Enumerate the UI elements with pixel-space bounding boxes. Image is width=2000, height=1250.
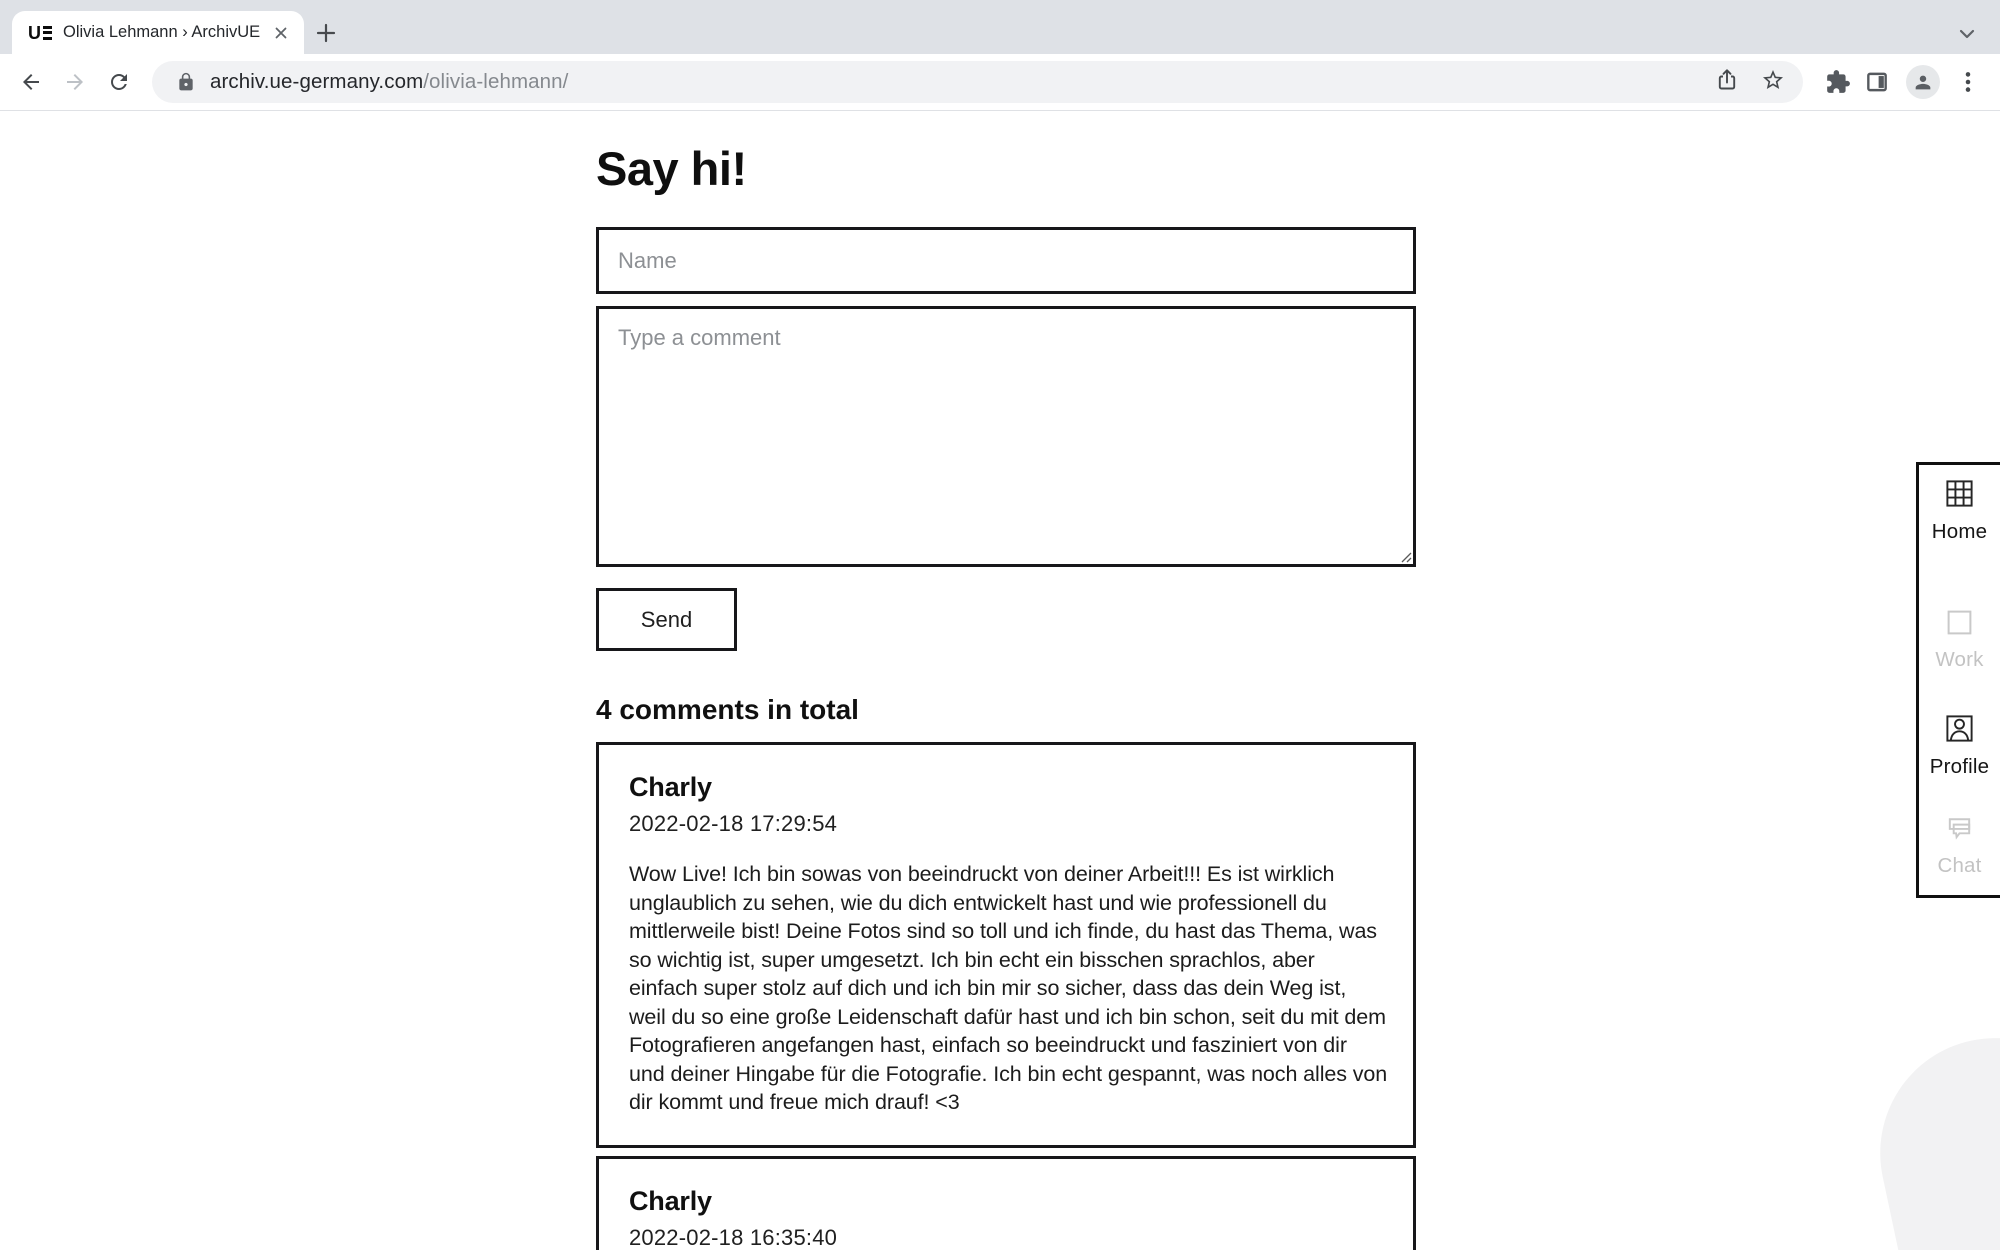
extensions-icon[interactable] <box>1825 69 1851 95</box>
bookmark-star-icon[interactable] <box>1761 68 1785 97</box>
comment-author: Charly <box>629 1186 712 1216</box>
share-icon[interactable] <box>1715 68 1739 97</box>
nav-label: Profile <box>1929 755 1990 778</box>
background-decoration <box>1859 1017 2000 1250</box>
nav-item-home[interactable] <box>1919 478 2000 544</box>
reload-icon[interactable] <box>107 70 131 94</box>
nav-item-work[interactable] <box>1919 608 2000 672</box>
tab-strip <box>0 0 2000 54</box>
lock-icon[interactable] <box>176 72 196 92</box>
chat-icon <box>1919 812 2000 848</box>
comments-count: 4 comments in total <box>596 694 859 725</box>
nav-label: Chat <box>1937 854 1982 877</box>
nav-label: Work <box>1935 648 1984 671</box>
comment-timestamp: 2022-02-18 16:35:40 <box>629 1225 838 1250</box>
archivue-favicon-icon: U <box>28 24 52 42</box>
nav-item-profile[interactable] <box>1919 713 2000 779</box>
url-bar[interactable] <box>152 61 1803 103</box>
tab-title: Olivia Lehmann › ArchivUE <box>63 23 261 41</box>
square-icon <box>1919 608 2000 642</box>
back-icon[interactable] <box>19 70 43 94</box>
browser-menu-icon[interactable] <box>1955 69 1981 95</box>
profile-avatar-icon[interactable] <box>1906 65 1940 99</box>
site-nav-rail <box>1916 462 2000 898</box>
page-title: Say hi! <box>596 142 747 195</box>
nav-item-chat[interactable] <box>1919 812 2000 878</box>
url-text <box>210 70 568 94</box>
name-input[interactable] <box>596 227 1416 294</box>
forward-icon[interactable] <box>63 70 87 94</box>
tab-search-chevron-icon[interactable] <box>1955 22 1979 46</box>
comment-author: Charly <box>629 772 712 802</box>
comment-card <box>596 1156 1416 1250</box>
side-panel-icon[interactable] <box>1864 69 1890 95</box>
tab-close-icon[interactable] <box>270 22 292 44</box>
url-domain: archiv.ue-germany.com <box>210 70 424 93</box>
comment-card <box>596 742 1416 1148</box>
comment-box <box>596 306 1416 567</box>
person-icon <box>1919 713 2000 749</box>
comment-timestamp: 2022-02-18 17:29:54 <box>629 811 838 836</box>
send-button[interactable]: Send <box>596 588 737 651</box>
comment-input[interactable] <box>596 306 1416 567</box>
grid-icon <box>1919 478 2000 514</box>
page-content <box>0 111 2000 1250</box>
nav-label: Home <box>1931 520 1988 543</box>
url-path: /olivia-lehmann/ <box>423 70 569 93</box>
comment-text: Wow Live! Ich bin sowas von beeindruckt von deiner Arbeit!!! Es ist wirklich unglaublich zu sehen, wie du dich entwickelt hast und wie professionell du mittlerweile bist! Deine Fotos sind so toll und ich finde, du hast das Thema, was so wichtig ist, super umgesetzt. Ich bin echt ein bisschen sprachlos, aber einfach super stolz auf dich und ich bin mir so sicher, dass das dein Weg ist, weil du so eine große Leidenschaft dafür hast und ich bin schon, seit du mit dem Fotografieren angefangen hast, einfach so beeindruckt und fasziniert von dir und deiner Hingabe für die Fotografie. Ich bin echt gespannt, was noch alles von dir kommt und freue mich drauf! <3 <box>629 862 1388 1114</box>
browser-toolbar <box>0 54 2000 110</box>
new-tab-icon[interactable] <box>314 21 338 45</box>
browser-tab[interactable] <box>12 11 304 54</box>
